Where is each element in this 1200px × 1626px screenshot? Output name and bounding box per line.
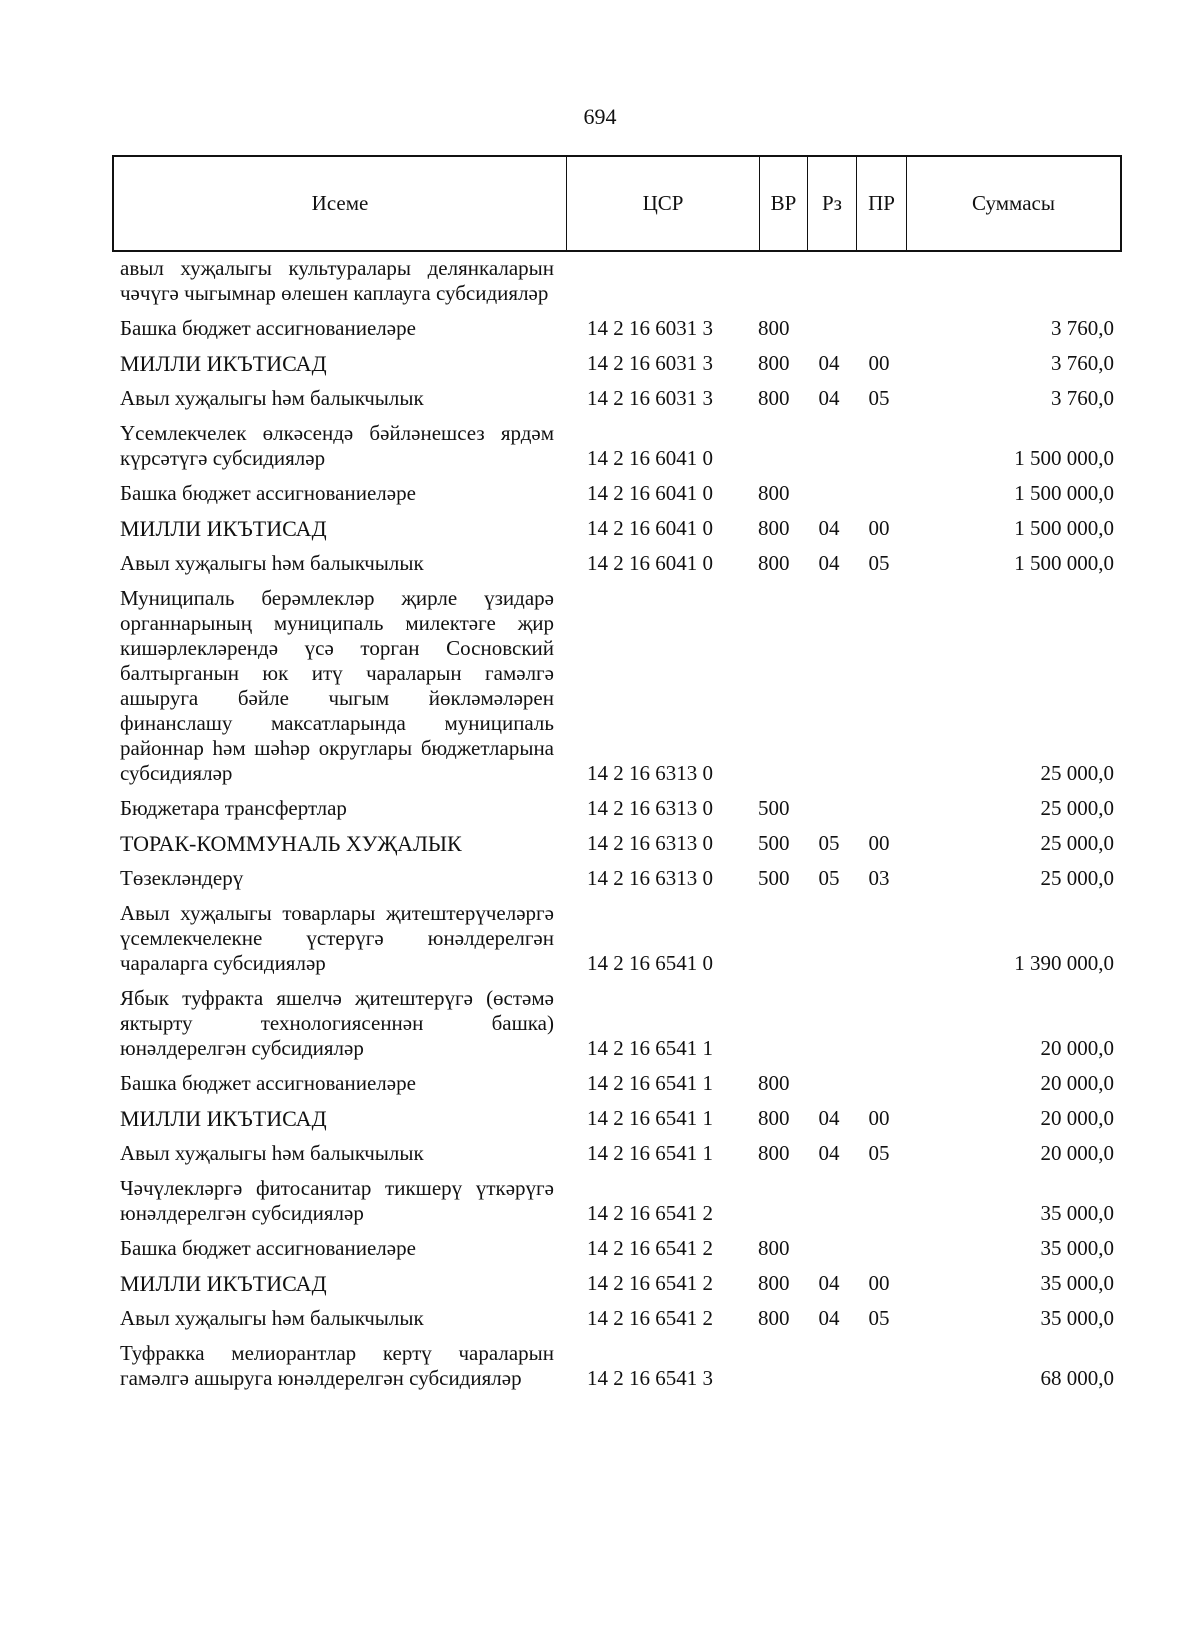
row-name: Авыл хуҗалыгы һәм балыкчылык <box>120 551 424 575</box>
row-rz: 04 <box>818 516 840 540</box>
row-csr: 14 2 16 6313 0 <box>587 866 713 890</box>
row-vr: 800 <box>758 1071 790 1095</box>
table-row <box>112 386 1122 411</box>
table-row <box>112 1271 1122 1296</box>
row-sum: 1 500 000,0 <box>1014 481 1114 505</box>
row-sum: 25 000,0 <box>1040 866 1114 890</box>
row-sum: 25 000,0 <box>1040 761 1114 785</box>
row-csr: 14 2 16 6541 3 <box>587 1366 713 1390</box>
table-row <box>112 986 1122 1061</box>
row-name: Авыл хуҗалыгы һәм балыкчылык <box>120 386 424 410</box>
table-row <box>112 256 1122 306</box>
row-csr: 14 2 16 6041 0 <box>587 551 713 575</box>
row-sum: 1 500 000,0 <box>1014 516 1114 540</box>
row-name: Башка бюджет ассигнованиеләре <box>120 316 416 340</box>
row-sum: 68 000,0 <box>1040 1366 1114 1390</box>
row-csr: 14 2 16 6313 0 <box>587 796 713 820</box>
table-row <box>112 901 1122 976</box>
table-row <box>112 1306 1122 1331</box>
row-csr: 14 2 16 6031 3 <box>587 351 713 375</box>
row-vr: 500 <box>758 796 790 820</box>
table-row <box>112 551 1122 576</box>
row-name: МИЛЛИ ИКЪТИСАД <box>120 1271 327 1296</box>
header-rz: Рз <box>808 157 857 250</box>
header-sum: Суммасы <box>972 191 1055 215</box>
row-vr: 800 <box>758 551 790 575</box>
table-row <box>112 316 1122 341</box>
row-vr: 800 <box>758 481 790 505</box>
row-csr: 14 2 16 6541 2 <box>587 1271 713 1295</box>
row-sum: 20 000,0 <box>1040 1071 1114 1095</box>
page-number: 694 <box>583 104 617 129</box>
row-sum: 25 000,0 <box>1040 796 1114 820</box>
row-sum: 35 000,0 <box>1040 1236 1114 1260</box>
row-vr: 800 <box>758 1236 790 1260</box>
row-csr: 14 2 16 6541 1 <box>587 1036 713 1060</box>
row-rz: 04 <box>818 1141 840 1165</box>
row-vr: 800 <box>758 1306 790 1330</box>
table-row <box>112 1106 1122 1131</box>
row-vr: 800 <box>758 516 790 540</box>
row-name: Башка бюджет ассигнованиеләре <box>120 481 416 505</box>
row-pr: 05 <box>868 1141 890 1165</box>
row-vr: 800 <box>758 386 790 410</box>
row-sum: 3 760,0 <box>1051 386 1114 410</box>
row-csr: 14 2 16 6541 2 <box>587 1306 713 1330</box>
row-pr: 00 <box>868 1106 890 1130</box>
row-pr: 05 <box>868 1306 890 1330</box>
table-row <box>112 1141 1122 1166</box>
table-body <box>112 256 1122 1401</box>
row-name: Авыл хуҗалыгы һәм балыкчылык <box>120 1141 424 1165</box>
row-pr: 00 <box>868 351 890 375</box>
header-vr: ВР <box>760 157 808 250</box>
table-row <box>112 1236 1122 1261</box>
row-name: Үсемлекчелек өлкәсендә бәйләнешсез ярдәм күрсәтүгә субсидияләр <box>120 421 554 470</box>
row-name: авыл хуҗалыгы культуралары делянкаларын чәчүгә чыгымнар өлешен каплауга субсидияләр <box>120 256 554 305</box>
row-name: Башка бюджет ассигнованиеләре <box>120 1236 416 1260</box>
row-rz: 05 <box>818 866 840 890</box>
table-row <box>112 1071 1122 1096</box>
row-name: МИЛЛИ ИКЪТИСАД <box>120 351 327 376</box>
row-name: МИЛЛИ ИКЪТИСАД <box>120 1106 327 1131</box>
row-csr: 14 2 16 6541 0 <box>587 951 713 975</box>
table-row <box>112 481 1122 506</box>
row-csr: 14 2 16 6041 0 <box>587 446 713 470</box>
row-sum: 1 500 000,0 <box>1014 551 1114 575</box>
row-rz: 05 <box>818 831 840 855</box>
row-name: Туфракка мелиорантлар кертү чараларын гамәлгә ашыруга юнәлдерелгән субсидияләр <box>120 1341 554 1390</box>
row-csr: 14 2 16 6541 1 <box>587 1071 713 1095</box>
row-sum: 20 000,0 <box>1040 1036 1114 1060</box>
table-row <box>112 796 1122 821</box>
row-name: Башка бюджет ассигнованиеләре <box>120 1071 416 1095</box>
row-rz: 04 <box>818 386 840 410</box>
row-name: Муниципаль берәмлекләр җирле үзидарә органнарының муниципаль милектәге җир кишәрлекләрендә үсә торган Сосновский балтырганын юк итү чараларын гамәлгә ашыруга бәйле чыгым йөкләмәләрен финанслашу максатларында муниципаль районнар һәм шәһәр округлары бюджетларына субсидияләр <box>120 586 554 785</box>
row-vr: 800 <box>758 1106 790 1130</box>
row-rz: 04 <box>818 351 840 375</box>
row-pr: 00 <box>868 831 890 855</box>
row-csr: 14 2 16 6541 2 <box>587 1201 713 1225</box>
row-name: МИЛЛИ ИКЪТИСАД <box>120 516 327 541</box>
table-header <box>112 155 1122 252</box>
row-sum: 35 000,0 <box>1040 1201 1114 1225</box>
table-row <box>112 1341 1122 1391</box>
row-csr: 14 2 16 6031 3 <box>587 386 713 410</box>
row-vr: 800 <box>758 351 790 375</box>
row-csr: 14 2 16 6313 0 <box>587 831 713 855</box>
row-name: Авыл хуҗалыгы товарлары җитештерүчеләргә үсемлекчелекне үстерүгә юнәлдерелгән чараларга субсидияләр <box>120 901 554 975</box>
row-csr: 14 2 16 6541 1 <box>587 1141 713 1165</box>
row-name: Төзекләндерү <box>120 866 244 890</box>
row-sum: 35 000,0 <box>1040 1306 1114 1330</box>
row-rz: 04 <box>818 1106 840 1130</box>
row-name: Чәчүлекләргә фитосанитар тикшерү үткәрүгә юнәлдерелгән субсидияләр <box>120 1176 554 1225</box>
row-csr: 14 2 16 6313 0 <box>587 761 713 785</box>
row-pr: 00 <box>868 1271 890 1295</box>
row-csr: 14 2 16 6041 0 <box>587 481 713 505</box>
row-vr: 500 <box>758 866 790 890</box>
row-sum: 20 000,0 <box>1040 1106 1114 1130</box>
row-sum: 1 500 000,0 <box>1014 446 1114 470</box>
table-row <box>112 351 1122 376</box>
row-rz: 04 <box>818 1271 840 1295</box>
row-sum: 20 000,0 <box>1040 1141 1114 1165</box>
row-name: ТОРАК-КОММУНАЛЬ ХУҖАЛЫК <box>120 831 462 856</box>
row-vr: 800 <box>758 316 790 340</box>
row-csr: 14 2 16 6541 2 <box>587 1236 713 1260</box>
row-pr: 03 <box>868 866 890 890</box>
row-name: Бюджетара трансфертлар <box>120 796 347 820</box>
table-row <box>112 866 1122 891</box>
row-sum: 3 760,0 <box>1051 351 1114 375</box>
row-name: Ябык туфракта яшелчә җитештерүгә (өстәмә яктырту технологиясеннән башка) юнәлдерелгән субсидияләр <box>120 986 554 1060</box>
table-row <box>112 516 1122 541</box>
row-vr: 800 <box>758 1141 790 1165</box>
row-pr: 00 <box>868 516 890 540</box>
row-pr: 05 <box>868 551 890 575</box>
header-name: Исеме <box>114 157 567 250</box>
row-csr: 14 2 16 6041 0 <box>587 516 713 540</box>
row-vr: 800 <box>758 1271 790 1295</box>
table-row <box>112 421 1122 471</box>
row-pr: 05 <box>868 386 890 410</box>
row-csr: 14 2 16 6541 1 <box>587 1106 713 1130</box>
row-name: Авыл хуҗалыгы һәм балыкчылык <box>120 1306 424 1330</box>
table-row <box>112 1176 1122 1226</box>
row-sum: 3 760,0 <box>1051 316 1114 340</box>
table-row <box>112 831 1122 856</box>
row-csr: 14 2 16 6031 3 <box>587 316 713 340</box>
row-rz: 04 <box>818 551 840 575</box>
header-pr: ПР <box>857 157 907 250</box>
header-csr: ЦСР <box>567 157 760 250</box>
row-sum: 1 390 000,0 <box>1014 951 1114 975</box>
row-vr: 500 <box>758 831 790 855</box>
row-sum: 35 000,0 <box>1040 1271 1114 1295</box>
row-sum: 25 000,0 <box>1040 831 1114 855</box>
table-row <box>112 586 1122 786</box>
row-rz: 04 <box>818 1306 840 1330</box>
